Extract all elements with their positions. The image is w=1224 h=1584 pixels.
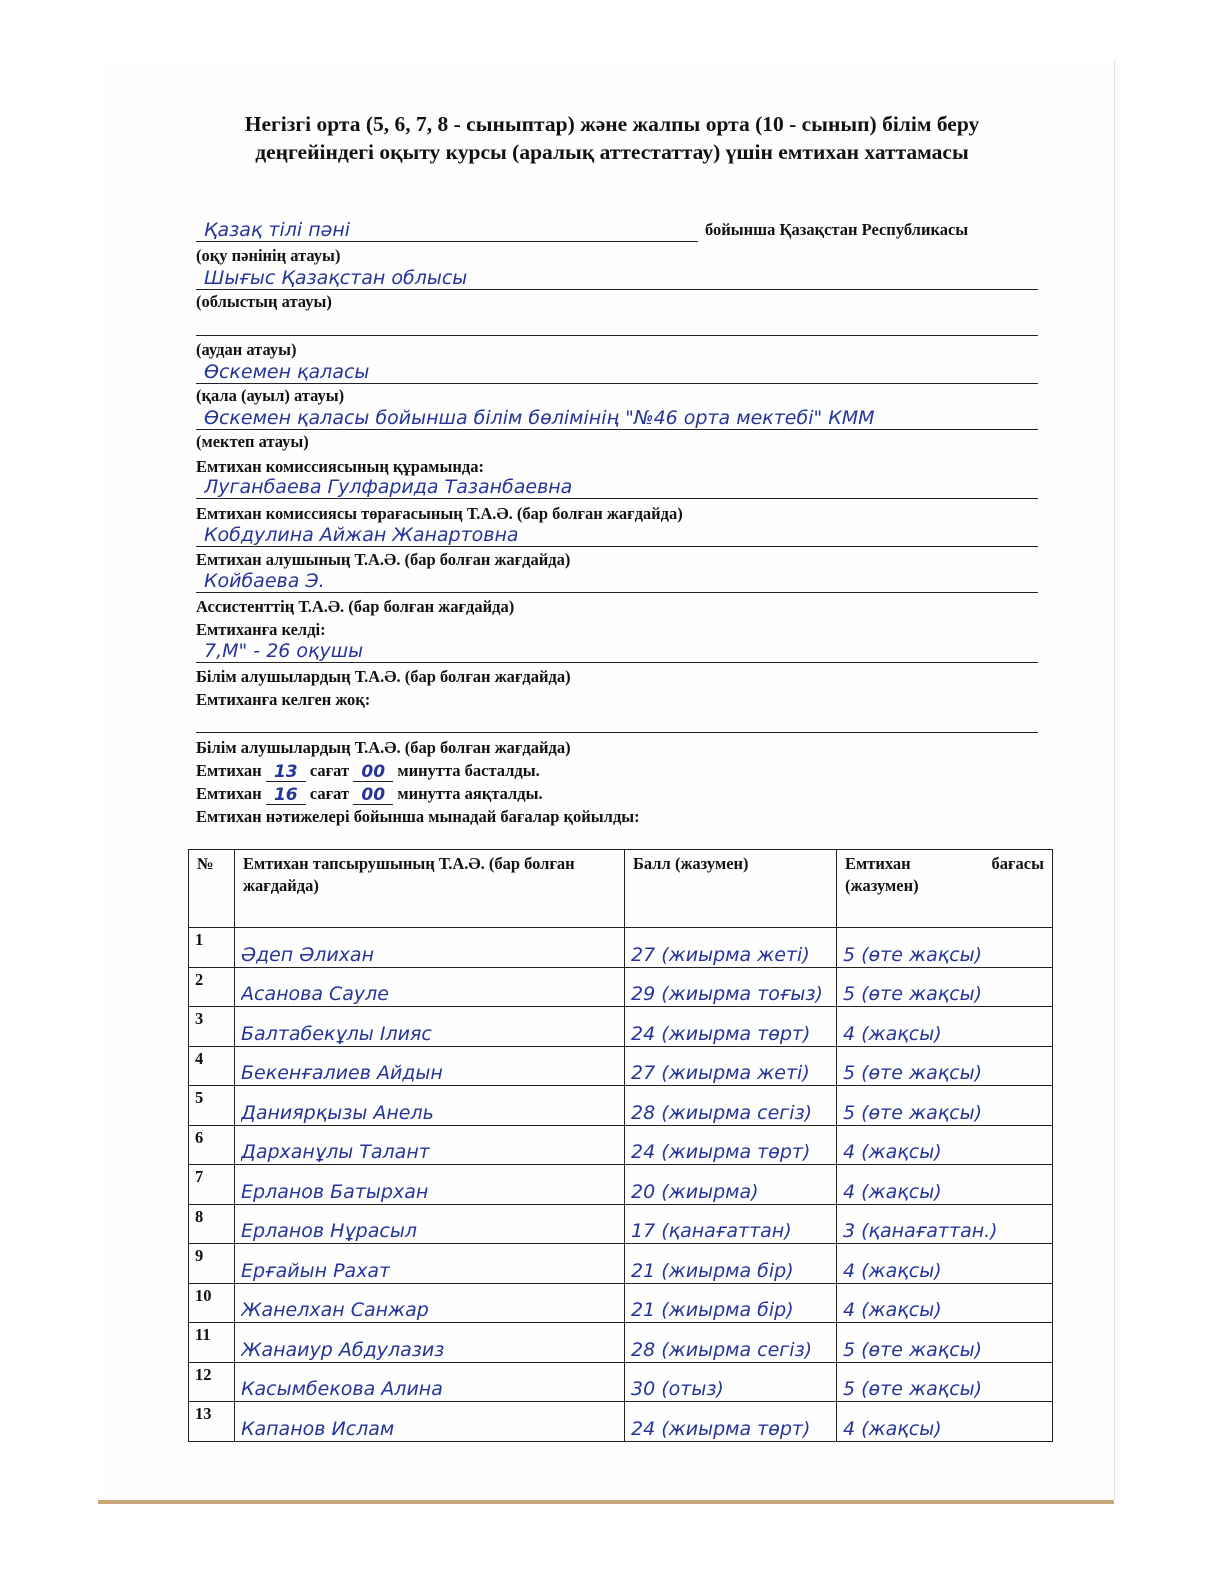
student-score: 28 (жиырма сегіз) [631,1338,813,1361]
student-name-cell [235,1323,625,1363]
examiner-caption: Емтихан алушының Т.А.Ә. (бар болған жағдайда) [196,550,571,569]
student-score-cell [625,1204,837,1244]
student-grade: 4 (жақсы) [843,1022,942,1045]
row-number: 12 [189,1362,235,1402]
row-number: 6 [189,1125,235,1165]
start-mid: сағат [309,761,350,780]
student-score-cell [625,1007,837,1047]
region-caption: (облыстың атауы) [196,292,332,311]
student-grade-cell [837,1323,1053,1363]
student-grade-cell [837,967,1053,1007]
student-grade-cell [837,1204,1053,1244]
student-name-cell [235,967,625,1007]
student-name: Капанов Ислам [241,1417,395,1440]
student-grade-cell [837,1362,1053,1402]
student-grade: 5 (өте жақсы) [843,943,983,966]
grades-body [189,928,1053,1442]
table-row [189,1125,1053,1165]
student-score: 29 (жиырма тоғыз) [631,983,823,1005]
student-grade: 5 (өте жақсы) [843,1062,983,1084]
attended-caption: Білім алушылардың Т.А.Ә. (бар болған жағдайда) [196,667,571,686]
subject-suffix: бойынша Қазақстан Республикасы [705,220,969,239]
row-number: 4 [189,1046,235,1086]
table-row [189,1244,1053,1284]
student-name: Бекенғалиев Айдын [241,1062,443,1084]
student-grade: 4 (жақсы) [843,1259,942,1282]
student-name: Касымбекова Алина [241,1378,443,1400]
table-row [189,1204,1053,1244]
student-score: 17 (қанағаттан) [631,1220,792,1242]
start-suffix: минутта басталды. [397,761,540,780]
assistant-line [196,566,1038,593]
row-number: 13 [189,1402,235,1442]
chair-caption: Емтихан комиссиясы төрағасының Т.А.Ә. (бар болған жағдайда) [196,504,683,523]
row-number: 10 [189,1283,235,1323]
student-name: Ерланов Батырхан [241,1180,429,1203]
student-score-cell [625,1165,837,1205]
chair-value: Луганбаева Гулфарида Тазанбаевна [204,476,573,498]
student-score-cell [625,1046,837,1086]
city-caption: (қала (ауыл) атауы) [196,386,345,405]
subject-line [196,215,698,242]
student-name-cell [235,1283,625,1323]
table-row [189,1283,1053,1323]
district-caption: (аудан атауы) [196,340,297,359]
student-score: 21 (жиырма бір) [631,1299,794,1321]
grades-table [188,849,1053,1442]
subject-value: Қазақ тілі пәні [204,219,351,241]
student-grade-cell [837,1402,1053,1442]
student-score-cell [625,1323,837,1363]
student-name: Әдеп Әлихан [241,943,374,966]
student-name-cell [235,1244,625,1284]
student-grade: 5 (өте жақсы) [843,1101,983,1124]
end-hour: 16 [273,785,298,805]
row-number: 7 [189,1165,235,1205]
absent-label: Емтиханға келген жоқ: [196,690,371,709]
student-score: 20 (жиырма) [631,1180,759,1203]
examiner-value: Кобдулина Айжан Жанартовна [204,524,519,546]
attended-value: 7,М" - 26 оқушы [204,640,364,662]
city-line [196,357,1038,384]
assistant-value: Койбаева Э. [204,570,325,592]
student-score: 24 (жиырма төрт) [631,1022,811,1045]
student-score-cell [625,1283,837,1323]
end-hour-blank [266,784,306,805]
student-name-cell [235,1204,625,1244]
student-name: Жанелхан Санжар [241,1299,429,1321]
district-line [196,309,1038,336]
student-name: Балтабекұлы Ілияс [241,1022,432,1045]
table-row [189,1362,1053,1402]
table-row [189,1046,1053,1086]
table-row [189,1402,1053,1442]
school-line [196,403,1038,430]
student-name-cell [235,1362,625,1402]
student-score-cell [625,1086,837,1126]
student-grade-cell [837,1244,1053,1284]
table-row [189,1165,1053,1205]
student-grade-cell [837,1283,1053,1323]
student-name-cell [235,1165,625,1205]
student-name: Жанаиур Абдулазиз [241,1338,445,1361]
student-grade: 4 (жақсы) [843,1417,942,1440]
end-prefix: Емтихан [196,784,262,803]
row-number: 2 [189,967,235,1007]
student-grade-cell [837,1086,1053,1126]
student-name-cell [235,1125,625,1165]
student-score-cell [625,928,837,968]
student-score-cell [625,1362,837,1402]
start-time-row [196,760,540,782]
document-title [150,110,1074,166]
student-name-cell [235,928,625,968]
header-name: Емтихан тапсырушының Т.А.Ә. (бар болған жағдайда) [235,850,625,928]
table-header-row [189,850,1053,928]
student-grade: 5 (өте жақсы) [843,983,983,1005]
student-name-cell [235,1046,625,1086]
student-grade-cell [837,1165,1053,1205]
student-grade: 5 (өте жақсы) [843,1378,983,1400]
student-score: 28 (жиырма сегіз) [631,1101,813,1124]
start-prefix: Емтихан [196,761,262,780]
student-score-cell [625,1244,837,1284]
student-score: 21 (жиырма бір) [631,1259,794,1282]
start-minute: 00 [361,762,386,782]
end-minute-blank [353,784,393,805]
absent-caption: Білім алушылардың Т.А.Ә. (бар болған жағдайда) [196,738,571,757]
end-time-row [196,783,543,805]
end-mid: сағат [309,784,350,803]
absent-line [196,706,1038,733]
student-grade-cell [837,1125,1053,1165]
title-line-2: деңгейіндегі оқыту курсы (аралық аттестаттау) үшін емтихан хаттамасы [255,140,969,164]
header-grade-c: (жазумен) [845,876,919,895]
subject-caption: (оқу пәнінің атауы) [196,246,341,265]
student-name-cell [235,1402,625,1442]
student-score: 24 (жиырма төрт) [631,1141,811,1163]
header-score: Балл (жазумен) [625,850,837,928]
region-value: Шығыс Қазақстан облысы [204,267,468,289]
table-row [189,1323,1053,1363]
student-score-cell [625,1402,837,1442]
student-score: 27 (жиырма жеті) [631,943,810,966]
school-caption: (мектеп атауы) [196,432,309,451]
attended-line [196,636,1038,663]
start-hour: 13 [273,762,298,782]
student-grade-cell [837,1007,1053,1047]
row-number: 11 [189,1323,235,1363]
row-number: 5 [189,1086,235,1126]
row-number: 1 [189,928,235,968]
student-name: Ерланов Нұрасыл [241,1220,417,1242]
student-name-cell [235,1007,625,1047]
attended-label: Емтиханға келді: [196,620,326,639]
title-line-1: Негізгі орта (5, 6, 7, 8 - сыныптар) және жалпы орта (10 - сынып) білім беру [244,112,980,136]
end-minute: 00 [361,785,386,805]
row-number: 8 [189,1204,235,1244]
student-score-cell [625,967,837,1007]
region-line [196,263,1038,290]
student-name-cell [235,1086,625,1126]
student-score: 24 (жиырма төрт) [631,1417,811,1440]
header-num: № [189,850,235,928]
commission-label: Емтихан комиссиясының құрамында: [196,457,484,476]
examiner-line [196,520,1038,547]
student-name: Дарханұлы Талант [241,1141,430,1163]
start-minute-blank [353,761,393,782]
student-grade: 4 (жақсы) [843,1180,942,1203]
table-row [189,967,1053,1007]
student-score: 27 (жиырма жеті) [631,1062,810,1084]
assistant-caption: Ассистенттің Т.А.Ә. (бар болған жағдайда) [196,597,515,616]
chair-line [196,472,1038,499]
student-grade: 4 (жақсы) [843,1141,942,1163]
start-hour-blank [266,761,306,782]
student-name: Асанова Сауле [241,983,390,1005]
table-row [189,1007,1053,1047]
header-grade-a: Емтихан [845,854,911,873]
student-grade-cell [837,1046,1053,1086]
page-edge [98,1500,1114,1504]
student-score: 30 (отыз) [631,1378,724,1400]
student-name: Ерғайын Рахат [241,1259,391,1282]
end-suffix: минутта аяқталды. [397,784,543,803]
header-grade [837,850,1053,928]
results-label: Емтихан нәтижелері бойынша мынадай бағалар қойылды: [196,807,640,826]
table-row [189,928,1053,968]
row-number: 3 [189,1007,235,1047]
school-value: Өскемен қаласы бойынша білім бөлімінің "№46 орта мектебі" КММ [204,407,875,429]
student-grade: 5 (өте жақсы) [843,1338,983,1361]
student-name: Даниярқызы Анель [241,1101,434,1124]
city-value: Өскемен қаласы [204,361,370,383]
student-grade: 4 (жақсы) [843,1299,942,1321]
student-score-cell [625,1125,837,1165]
header-grade-b: бағасы [991,854,1044,873]
table-row [189,1086,1053,1126]
header-grade-top [845,853,1044,875]
student-grade-cell [837,928,1053,968]
row-number: 9 [189,1244,235,1284]
student-grade: 3 (қанағаттан.) [843,1220,998,1242]
